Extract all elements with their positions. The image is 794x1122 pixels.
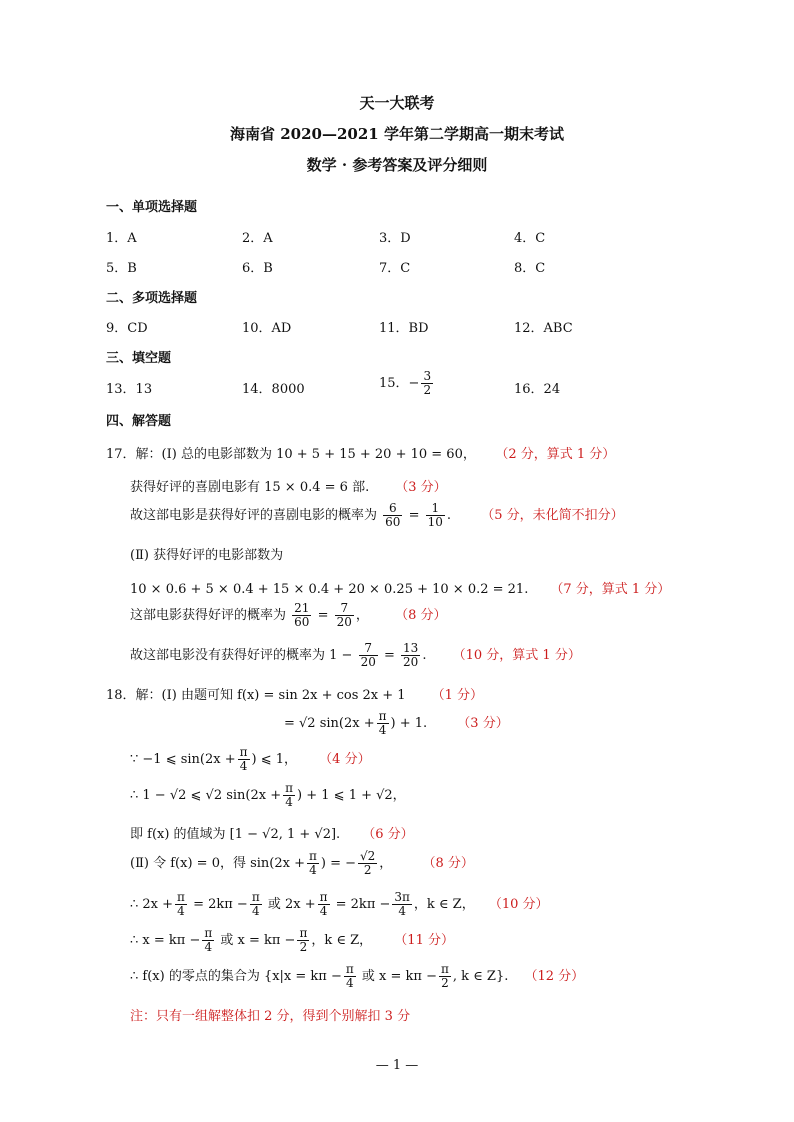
score-note: （10 分，算式 1 分） [452, 648, 581, 663]
q17-line-1: 17．解：(Ⅰ) 总的电影部数为 10 + 5 + 15 + 20 + 10 = 60， （2 分，算式 1 分） [106, 447, 616, 462]
section-fill-blank: 三、填空题 [106, 351, 172, 366]
answer-5: 5．B [106, 261, 137, 276]
score-note: （7 分，算式 1 分） [550, 582, 671, 597]
header-line-1: 天一大联考 [359, 94, 435, 112]
q18-line-9: ∴ f(x) 的零点的集合为 {x|x = kπ − $\frac{\pi}{4}$ 或 x = kπ − $\frac{\pi}{2}$ , k ∈ Z}. （12 分） [130, 962, 585, 990]
answer-13: 13．13 [106, 382, 153, 397]
answer-16: 16．24 [514, 382, 561, 397]
score-note: （4 分） [319, 752, 371, 767]
answer-9: 9．CD [106, 321, 148, 336]
q18-line-8: ∴ x = kπ − $\frac{\pi}{4}$ 或 x = kπ − $\frac{\pi}{2}$ ，k ∈ Z， （11 分） [130, 926, 454, 954]
fraction: $\frac{3}{2}$ [423, 369, 432, 397]
answer-6: 6．B [242, 261, 273, 276]
q17-line-4: (Ⅱ) 获得好评的电影部数为 [130, 548, 284, 563]
answer-7: 7．C [379, 261, 411, 276]
q17-line-3: 故这部电影是获得好评的喜剧电影的概率为 $\frac{6}{60}$ = $\frac{1}{10}$ . （5 分，未化简不扣分） [130, 501, 624, 529]
score-note: （8 分） [395, 608, 447, 623]
q17-line-5: 10 × 0.6 + 5 × 0.4 + 15 × 0.4 + 20 × 0.25 + 10 × 0.2 = 21. （7 分，算式 1 分） [130, 582, 671, 597]
answer-2: 2．A [242, 231, 273, 246]
score-note: （5 分，未化简不扣分） [481, 508, 624, 523]
answer-3: 3．D [379, 231, 411, 246]
answer-10: 10．AD [242, 321, 292, 336]
score-note: （12 分） [524, 969, 585, 984]
grading-note: 注：只有一组解整体扣 2 分，得到个别解扣 3 分 [130, 1009, 411, 1024]
answer-1: 1．A [106, 231, 137, 246]
q18-line-1: 18．解：(Ⅰ) 由题可知 f(x) = sin 2x + cos 2x + 1 （1 分） [106, 688, 483, 703]
score-note: （3 分） [457, 716, 509, 731]
page-number: — 1 — [375, 1058, 419, 1073]
score-note: （3 分） [395, 480, 447, 495]
score-note: （10 分） [488, 897, 549, 912]
section-solutions: 四、解答题 [106, 414, 172, 429]
score-note: （1 分） [431, 688, 483, 703]
answer-14: 14．8000 [242, 382, 305, 397]
q18-line-7: ∴ 2x + $\frac{\pi}{4}$ = 2kπ − $\frac{\pi}{4}$ 或 2x + $\frac{\pi}{4}$ = 2kπ − $\frac{3\pi}{4}$ ，k ∈ Z， （10 分） [130, 890, 549, 918]
answer-15: 15．− $\frac{3}{2}$ [379, 369, 432, 397]
q17-line-6: 这部电影获得好评的概率为 $\frac{21}{60}$ = $\frac{7}{20}$ ， （8 分） [130, 601, 447, 629]
header-line-2: 海南省 2020—2021 学年第二学期高一期末考试 [230, 125, 564, 143]
section-single-choice: 一、单项选择题 [106, 200, 198, 215]
q18-line-6: (Ⅱ) 令 f(x) = 0，得 sin(2x + $\frac{\pi}{4}$ ) = − $\frac{√2}{2}$ ， （8 分） [130, 849, 474, 877]
section-multi-choice: 二、多项选择题 [106, 291, 198, 306]
score-note: （6 分） [362, 827, 414, 842]
score-note: （8 分） [422, 856, 474, 871]
answer-12: 12．ABC [514, 321, 573, 336]
q17-line-7: 故这部电影没有获得好评的概率为 1 − $\frac{7}{20}$ = $\frac{13}{20}$ . （10 分，算式 1 分） [130, 641, 581, 669]
score-note: （11 分） [394, 933, 454, 948]
header-line-3: 数学 · 参考答案及评分细则 [306, 156, 488, 174]
score-note: （2 分，算式 1 分） [501, 447, 616, 462]
answer-8: 8．C [514, 261, 546, 276]
q18-line-2: = √2 sin(2x + $\frac{\pi}{4}$ ) + 1. （3 分） [284, 709, 509, 737]
q18-line-3: ∵ −1 ⩽ sin(2x + $\frac{\pi}{4}$ ) ⩽ 1， （4 分） [130, 745, 371, 773]
q18-line-5: 即 f(x) 的值域为 [1 − √2, 1 + √2]. （6 分） [130, 827, 414, 842]
q18-line-4: ∴ 1 − √2 ⩽ √2 sin(2x + $\frac{\pi}{4}$ ) + 1 ⩽ 1 + √2， [130, 781, 406, 809]
answer-4: 4．C [514, 231, 546, 246]
q17-line-2: 获得好评的喜剧电影有 15 × 0.4 = 6 部. （3 分） [130, 480, 447, 495]
answer-11: 11．BD [379, 321, 429, 336]
